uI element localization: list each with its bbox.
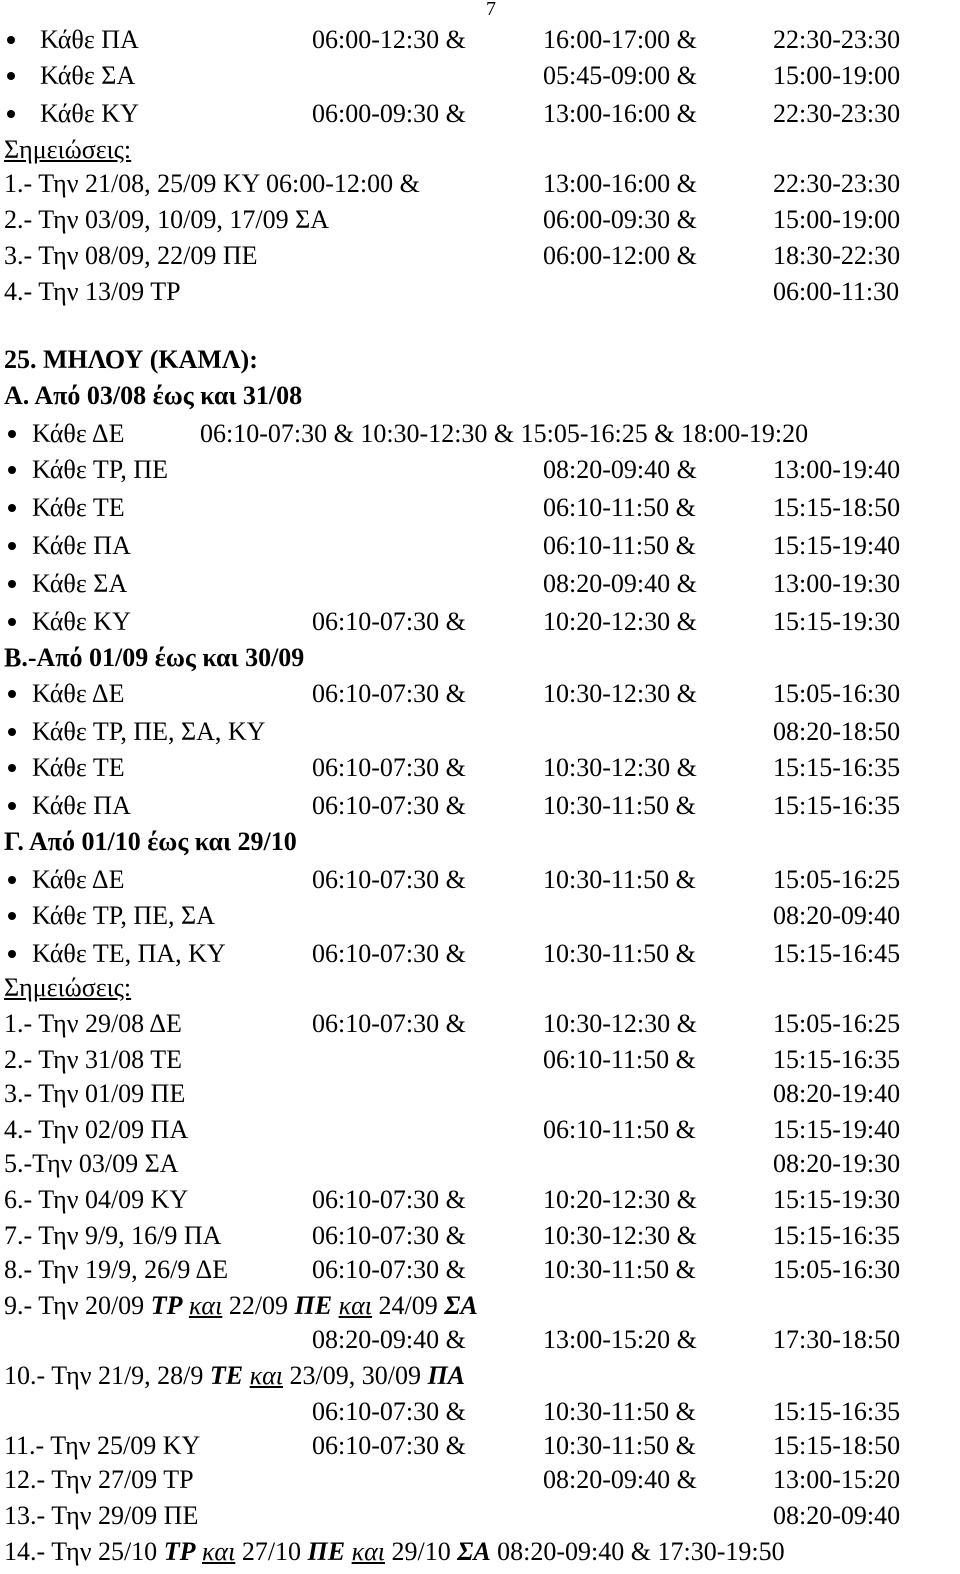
note-text: 27/10 <box>235 1537 308 1566</box>
row-label: 3.- Την 01/09 ΠΕ <box>4 1079 186 1108</box>
row-label: Κάθε ΚΥ <box>32 607 131 636</box>
time-slot-1: 06:10-07:30 & <box>312 1431 466 1460</box>
row-label: Κάθε ΤΡ, ΠΕ, ΣΑ <box>32 901 215 930</box>
time-slot-2: 10:20-12:30 & <box>543 607 697 636</box>
conjunction: και <box>338 1291 372 1320</box>
bullet-icon <box>7 72 15 80</box>
time-slot-2: 10:30-11:50 & <box>543 939 696 968</box>
row-label: Κάθε ΣΑ <box>32 569 128 598</box>
time-slot-3: 15:15-16:35 <box>773 1045 901 1074</box>
conjunction: και <box>249 1361 283 1390</box>
note-text: 23/09, 30/09 <box>283 1361 428 1390</box>
bullet-icon <box>8 542 16 550</box>
time-slot-2: 10:30-11:50 & <box>543 1255 696 1284</box>
time-slot-2: 06:10-11:50 & <box>543 493 696 522</box>
bullet-icon <box>8 764 16 772</box>
note-text: 9.- Την 20/09 <box>4 1291 151 1320</box>
time-slot-3: 08:20-18:50 <box>773 717 901 746</box>
day-code: ΣΑ <box>444 1291 478 1320</box>
time-slot-1: 06:10-07:30 & <box>312 1185 466 1214</box>
note-label: 4.- Την 13/09 ΤΡ <box>4 277 181 306</box>
time-slot-1: 06:00-09:30 & <box>312 99 466 128</box>
note-label <box>4 1288 478 1324</box>
time-slot-3: 22:30-23:30 <box>773 25 901 54</box>
row-label: 12.- Την 27/09 ΤΡ <box>4 1465 194 1494</box>
time-slot-2: 08:20-09:40 & <box>543 455 697 484</box>
bullet-icon <box>8 876 16 884</box>
time-slot-3: 15:15-19:40 <box>773 531 901 560</box>
notes-heading-text: Σημειώσεις: <box>4 973 132 1002</box>
time-slot-3: 22:30-23:30 <box>773 169 901 198</box>
bullet-icon <box>8 466 16 474</box>
note-label: 3.- Την 08/09, 22/09 ΠΕ <box>4 241 258 270</box>
time-slot-3: 15:15-19:40 <box>773 1115 901 1144</box>
row-label: 11.- Την 25/09 ΚΥ <box>4 1431 201 1460</box>
section-title-text: 25. ΜΗΛΟΥ (ΚΑΜΛ): <box>4 345 258 374</box>
time-slot-2: 10:30-12:30 & <box>543 1009 697 1038</box>
time-slot-3: 08:20-19:40 <box>773 1079 901 1108</box>
time-slot-3: 15:15-18:50 <box>773 493 901 522</box>
conjunction: και <box>201 1537 236 1566</box>
row-label: 6.- Την 04/09 ΚΥ <box>4 1185 189 1214</box>
time-slot-3: 15:15-16:45 <box>773 939 901 968</box>
row-label: Κάθε ΤΕ, ΠΑ, ΚΥ <box>32 939 226 968</box>
part-heading-text: Γ. Από 01/10 έως και 29/10 <box>4 827 297 856</box>
bullet-icon <box>8 802 16 810</box>
row-label: Κάθε ΤΕ <box>32 753 125 782</box>
time-slot-1: 06:00-12:30 & <box>312 25 466 54</box>
bullet-icon <box>8 728 16 736</box>
row-label: Κάθε ΤΕ <box>32 493 125 522</box>
row-label: Κάθε ΔΕ <box>32 865 125 894</box>
note-label <box>4 1358 465 1394</box>
time-slot-1: 06:10-07:30 & <box>312 679 466 708</box>
time-slot-2: 06:10-11:50 & <box>543 1045 696 1074</box>
bullet-icon <box>7 36 15 44</box>
time-slot-3: 15:05-16:25 <box>773 865 901 894</box>
time-slot-2: 10:30-11:50 & <box>543 1397 696 1426</box>
time-slot-2: 10:20-12:30 & <box>543 1185 697 1214</box>
bullet-icon <box>7 110 15 118</box>
time-slot-2: 10:30-12:30 & <box>543 679 697 708</box>
day-code: ΠΕ <box>294 1291 333 1320</box>
time-slot-3: 08:20-19:30 <box>773 1149 901 1178</box>
time-slot-2: 08:20-09:40 & <box>543 569 697 598</box>
time-slot-2: 16:00-17:00 & <box>543 25 697 54</box>
bullet-icon <box>8 690 16 698</box>
row-label: Κάθε ΣΑ <box>40 61 136 90</box>
time-slot-1: 06:10-07:30 & <box>312 939 466 968</box>
time-slot-2: 06:10-11:50 & <box>543 1115 696 1144</box>
note-text: 29/10 <box>384 1537 458 1566</box>
time-slot-2: 13:00-16:00 & <box>543 99 697 128</box>
time-slot-1: 06:10-07:30 & <box>312 1009 466 1038</box>
time-slot-3: 13:00-19:30 <box>773 569 901 598</box>
note-label: 2.- Την 03/09, 10/09, 17/09 ΣΑ <box>4 205 330 234</box>
row-label: 2.- Την 31/08 ΤΕ <box>4 1045 182 1074</box>
day-code: ΠΕ <box>307 1537 346 1566</box>
conjunction: και <box>351 1537 385 1566</box>
time-slots: 06:10-07:30 & 10:30-12:30 & 15:05-16:25 & 18:00-19:20 <box>200 419 809 448</box>
row-label: 8.- Την 19/9, 26/9 ΔΕ <box>4 1255 229 1284</box>
time-slot-1: 06:10-07:30 & <box>312 791 466 820</box>
time-slot-1: 06:10-07:30 & <box>312 607 466 636</box>
time-slot-2: 13:00-15:20 & <box>543 1325 697 1354</box>
time-slot-3: 08:20-09:40 <box>773 1501 901 1530</box>
row-label: Κάθε ΤΡ, ΠΕ, ΣΑ, ΚΥ <box>32 717 266 746</box>
row-label: Κάθε ΔΕ <box>32 419 125 448</box>
time-slot-2: 08:20-09:40 & <box>543 1465 697 1494</box>
time-slot-3: 13:00-15:20 <box>773 1465 901 1494</box>
day-code: ΤΡ <box>150 1291 183 1320</box>
bullet-icon <box>8 950 16 958</box>
time-slot-3: 15:05-16:25 <box>773 1009 901 1038</box>
time-slot-3: 08:20-09:40 <box>773 901 901 930</box>
bullet-icon <box>8 580 16 588</box>
row-label: Κάθε ΠΑ <box>40 25 139 54</box>
time-slot-1: 06:10-07:30 & <box>312 1221 466 1250</box>
row-label: Κάθε ΠΑ <box>32 531 131 560</box>
row-label: 13.- Την 29/09 ΠΕ <box>4 1501 199 1530</box>
row-label: 5.-Την 03/09 ΣΑ <box>4 1149 179 1178</box>
time-slot-2: 06:00-12:00 & <box>543 241 697 270</box>
time-slot-3: 15:00-19:00 <box>773 205 901 234</box>
time-slots: 08:20-09:40 & 17:30-19:50 <box>497 1537 785 1566</box>
time-slot-3: 15:15-16:35 <box>773 791 901 820</box>
row-label: Κάθε ΔΕ <box>32 679 125 708</box>
row-label: Κάθε ΤΡ, ΠΕ <box>32 455 168 484</box>
time-slot-2: 13:00-16:00 & <box>543 169 697 198</box>
bullet-icon <box>8 618 16 626</box>
time-slot-3: 15:15-18:50 <box>773 1431 901 1460</box>
note-text: 22/09 <box>222 1291 295 1320</box>
conjunction: και <box>188 1291 223 1320</box>
time-slot-1: 06:10-07:30 & <box>312 1397 466 1426</box>
time-slot-1: 08:20-09:40 & <box>312 1325 466 1354</box>
time-slot-3: 15:15-16:35 <box>773 1397 901 1426</box>
bullet-icon <box>8 430 16 438</box>
part-heading-text: Β.-Από 01/09 έως και 30/09 <box>4 643 305 672</box>
time-slot-3: 22:30-23:30 <box>773 99 901 128</box>
time-slot-3: 15:15-16:35 <box>773 1221 901 1250</box>
time-slot-3: 15:15-19:30 <box>773 1185 901 1214</box>
time-slot-3: 15:15-19:30 <box>773 607 901 636</box>
bullet-icon <box>8 912 16 920</box>
row-label: 1.- Την 29/08 ΔΕ <box>4 1009 182 1038</box>
note-text: 24/09 <box>371 1291 445 1320</box>
day-code: ΣΑ <box>457 1537 491 1566</box>
time-slot-2: 10:30-12:30 & <box>543 1221 697 1250</box>
time-slot-3: 15:05-16:30 <box>773 679 901 708</box>
day-code: ΤΕ <box>209 1361 244 1390</box>
time-slot-1: 06:10-07:30 & <box>312 865 466 894</box>
row-label: Κάθε ΚΥ <box>40 99 139 128</box>
time-slot-3: 13:00-19:40 <box>773 455 901 484</box>
row-label: Κάθε ΠΑ <box>32 791 131 820</box>
time-slot-2: 06:00-09:30 & <box>543 205 697 234</box>
time-slot-2: 10:30-11:50 & <box>543 1431 696 1460</box>
page-number: 7 <box>486 0 496 20</box>
note-label <box>4 1534 785 1570</box>
time-slot-3: 15:15-16:35 <box>773 753 901 782</box>
row-label: 4.- Την 02/09 ΠΑ <box>4 1115 189 1144</box>
day-code: ΤΡ <box>163 1537 196 1566</box>
time-slot-3: 18:30-22:30 <box>773 241 901 270</box>
row-label: 7.- Την 9/9, 16/9 ΠΑ <box>4 1221 222 1250</box>
notes-heading-text: Σημειώσεις: <box>4 135 132 164</box>
time-slot-2: 10:30-11:50 & <box>543 865 696 894</box>
time-slot-3: 15:00-19:00 <box>773 61 901 90</box>
time-slot-3: 15:05-16:30 <box>773 1255 901 1284</box>
day-code: ΠΑ <box>427 1361 466 1390</box>
note-text: 14.- Την 25/10 <box>4 1537 164 1566</box>
time-slot-2: 10:30-12:30 & <box>543 753 697 782</box>
time-slot-1: 06:10-07:30 & <box>312 753 466 782</box>
time-slot-3: 06:00-11:30 <box>773 277 900 306</box>
time-slot-1: 06:10-07:30 & <box>312 1255 466 1284</box>
time-slot-2: 10:30-11:50 & <box>543 791 696 820</box>
bullet-icon <box>8 504 16 512</box>
time-slot-2: 05:45-09:00 & <box>543 61 697 90</box>
note-text: 10.- Την 21/9, 28/9 <box>4 1361 210 1390</box>
note-label: 1.- Την 21/08, 25/09 ΚΥ 06:00-12:00 & <box>4 169 420 198</box>
time-slot-2: 06:10-11:50 & <box>543 531 696 560</box>
time-slot-3: 17:30-18:50 <box>773 1325 901 1354</box>
part-heading-text: Α. Από 03/08 έως και 31/08 <box>4 381 303 410</box>
